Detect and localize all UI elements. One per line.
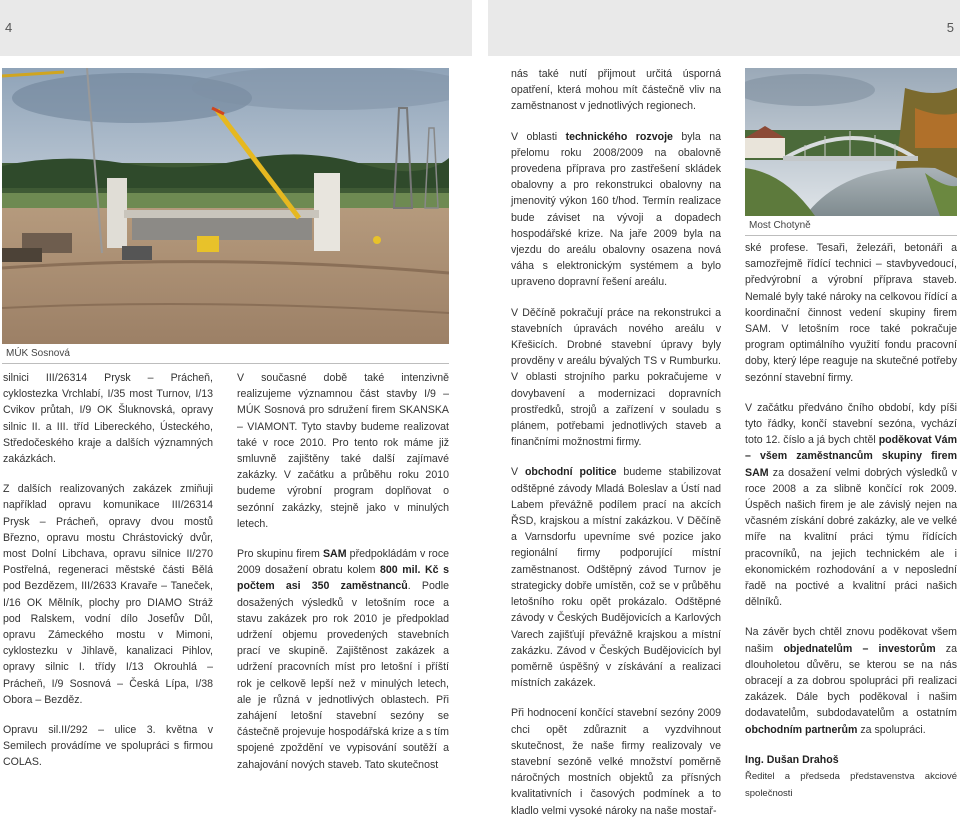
header-bar-right <box>488 0 960 56</box>
page-number-right: 5 <box>946 20 954 35</box>
col4-paragraph-3: Na závěr bych chtěl znovu poděkovat všem našim objednatelům – investorům za dlouholetou důvěru, se kterou se na nás obracejí a za dobrou spolupráci při realizaci zakázek. Dále bych poděkoval i našim dodavatelům, subdodavatelům a ostatním obchodním partnerům za spolupráci. <box>745 626 957 736</box>
col2-paragraph-1: V současné době také intenzivně realizujeme významnou část stavby I/9 – MÚK Sosnová pro sdružení firem SKANSKA – VIAMONT. Tyto stavby budeme realizovat také v roce 2010. Pro tento rok máme již smluvně zajištěny také další zajímavé zakázky. V začátku a průběhu roku 2010 budeme výrobní program doplňovat o sezónní zakázky, stejně jako v minulých letech. <box>237 372 449 530</box>
photo-caption-left: MÚK Sosnová <box>2 344 449 364</box>
col4-paragraph-2: V začátku předváno čního období, kdy píši tyto řádky, končí stavební sezóna, vychází toto 12. číslo a já bych chtěl poděkovat Vám – všem zaměstnancům skupiny firem SAM za dosažení velmi dobrých výsledků v roce 2008 a za slibně končící rok 2009. Úspěch našich firem je ale závislý nejen na včasném získání dobré zakázky, ale ve velké míře na kvalitní práci týmu řídících pracovníků, na jejich technickém ale i ekonomickém rozhodování a v neposlední řadě na poctivé a kvalitní práci našich dělníků. <box>745 401 957 609</box>
col4-paragraph-1: ské profese. Tesaři, železáři, betonáři a samozřejmě řídící technici – stavbyvedoucí, předvýrobní a výrobní příprava staveb. Nemalé byly také nároky na celkovou řídící a koordinační činnost vedení skupiny firem SAM. V letošním roce také pokračuje program optimálního využití fondu pracovní doby, který lépe reaguje na skutečné potřeby sezónní stavební firmy. <box>745 242 957 384</box>
text-column-2 <box>237 370 449 773</box>
text-column-3 <box>511 66 721 819</box>
construction-photo <box>2 68 449 344</box>
col3-paragraph-3: V Děčíně pokračují práce na rekonstrukci a stavebních úpravách nového areálu v Křešicích. Drobné stavební úpravy byly provděny v areálu bývalých TS v Rumburku. V oblasti strojního parku pokračujeme v dovybavení a modernizaci dopravních prostředků, strojů a zařízení v souladu s plánem, potřebami jednotlivých staveb a finančními možnostmi firmy. <box>511 306 721 449</box>
col3-paragraph-1: nás také nutí přijmout určitá úsporná opatření, která mohou mít částečně vliv na zaměstnanost v jednotlivých regionech. <box>511 68 721 113</box>
text-column-4 <box>745 240 957 803</box>
header-bar-left <box>0 0 472 56</box>
page-header <box>0 0 960 56</box>
col1-paragraph-1: silnici III/26314 Prysk – Prácheň, cyklostezka Vrchlabí, I/35 most Turnov, I/13 Cvikov průtah, I/9 OK Šluknovská, opravy silnic II. a III. tříd Libereckého, Ústeckého, Středočeského kraje a dalších významných zakázkách. <box>3 372 213 466</box>
col3-paragraph-2: V oblasti technického rozvoje byla na přelomu roku 2008/2009 na obalovně provedena příprava pro zastřešení skládek obalovny a pro rekonstrukci obalovny na jmenovitý výkon 160 t/hod. Termín realizace bude záviset na vývoji a dopadech hospodářské krize. Na jaře 2009 byla na vjezdu do areálu obalovny osazena nová váha s elektronickým systémem a bylo upraveno dopravní řešení areálu. <box>511 130 721 289</box>
col3-paragraph-4: V obchodní politice budeme stabilizovat odštěpné závody Mladá Boleslav a Ústí nad Labem převážně podílem prací na akcích ŘSD, krajskou a místní zakázkou. V Děčíně a Varnsdorfu upevníme své pozice jako regionální firmy podporující místní zaměstnanost. Odštěpný závod Turnov je strategicky dobře umístěn, což se v průběhu letošního roku opět prokázalo. Odštěpné závody v Českých Budějovicích a Karlových Varech zajišťují převážně krajskou a místní zakázku. Závod v Českých Budějovicích byl poměrně úspěšný v získávání a realizaci místních zakázek. <box>511 466 721 690</box>
col2-paragraph-2: Pro skupinu firem SAM předpokládám v roce 2009 dosažení obratu kolem 800 mil. Kč s počtem asi 350 zaměstnanců. Podle dosažených výsledků v letošním roce a stavu zakázek pro rok 2010 je předpoklad udržení objemu provedených stavebních prací ve skupině. Zajištěnost zakázek a udržení pracovních míst pro letošní i příští rok je celkově lepší než v minulých letech, ale je různá v jednotlivých oblastech. Při zahájení letošní stavební sezóny se částečně projevuje hospodářská krize a s tím spojené zpoždění ve vypisování soutěží a zahajování nových staveb. Tato skutečnost <box>237 548 450 771</box>
bridge-photo <box>745 68 957 216</box>
text-column-1 <box>3 370 213 771</box>
signature <box>745 752 957 803</box>
col1-paragraph-2: Z dalších realizovaných zakázek zmiňuji například opravu komunikace III/26314 Prysk – Prácheň, opravy dvou mostů Březno, opravu mostu Chrástovický dvůr, most Dolní Libchava, opravu silnice II/270 Postřelná, regeneraci městské části Bělá pod Bezdězem, III/2633 Kravaře – Taneček, I/16 OK Mělník, plochy pro DIAMO Stráž pod Ralskem, vodní dílo Josefův Důl, opravu Zámeckého mostu v Mimoni, cyklostezku v Jihlavě, kanalizaci Pihlov, opravy silnic I. třídy I/13 Okrouhlá – Prácheň, I/9 Sosnová – Česká Lípa, I/38 Obora – Bezděz. <box>3 483 213 706</box>
page-number-left: 4 <box>5 20 13 35</box>
photo-caption-right: Most Chotyně <box>745 216 957 236</box>
signature-role: Ředitel a předseda představenstva akciové společnosti <box>745 771 957 800</box>
signature-name: Ing. Dušan Drahoš <box>745 753 839 766</box>
col1-paragraph-3: Opravu sil.II/292 – ulice 3. května v Semilech provádíme ve spolupráci s firmou COLAS. <box>3 724 213 769</box>
col3-paragraph-5: Při hodnocení končící stavební sezóny 2009 chci opět zdůraznit a vyzdvihnout skutečnost, že naše firmy realizovaly ve stavební sezóně velké množství poměrně náročných mostních objektů za přísných kvalitativních i časových podmínek a to kladlo velmi vysoké nároky na naše mostař- <box>511 707 721 817</box>
